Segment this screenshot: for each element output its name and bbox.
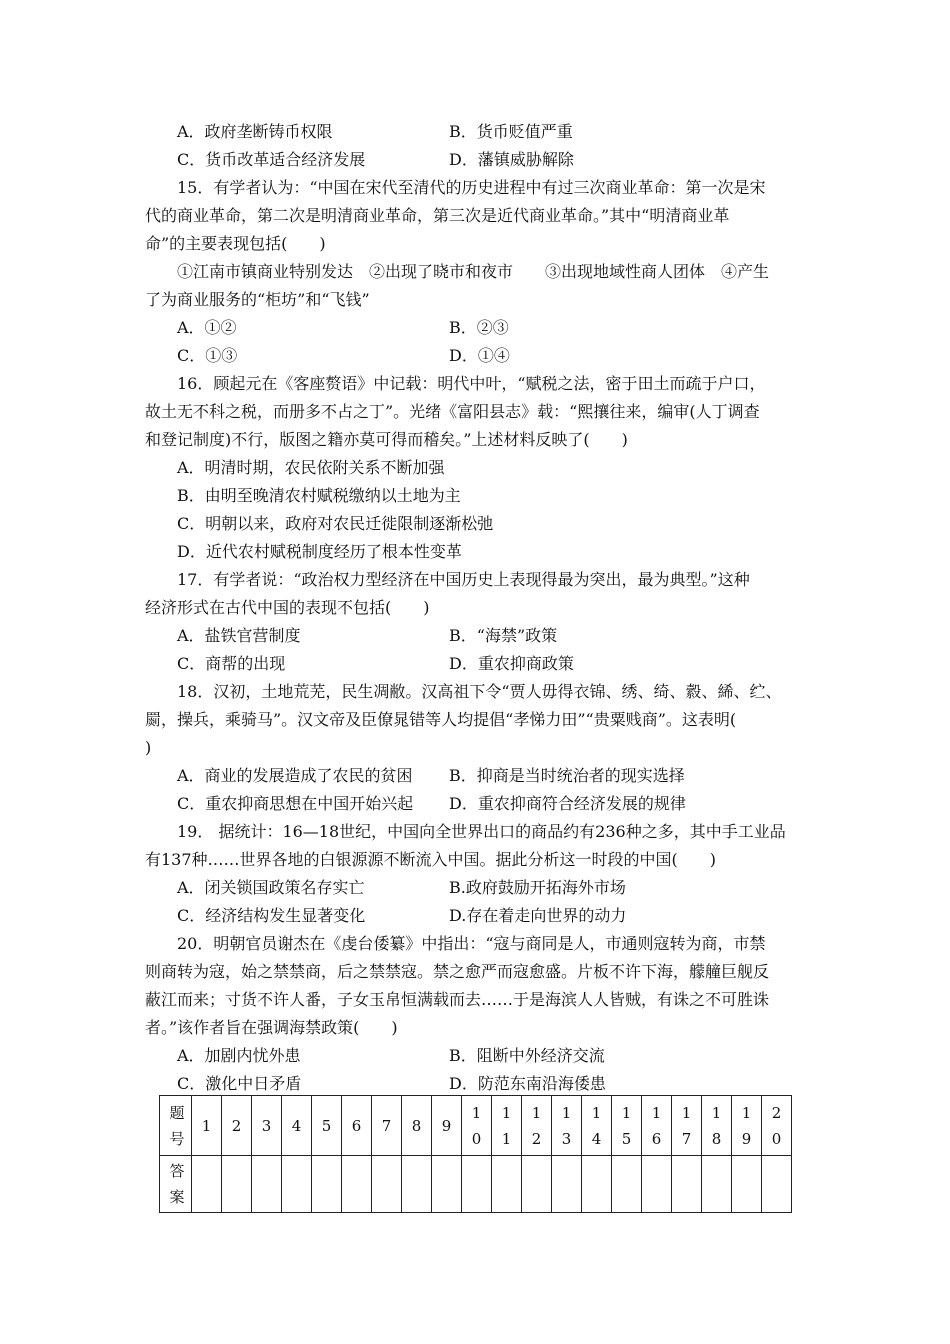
answer-cell[interactable] [282,1156,312,1213]
q19-option-c: C．经济结构发生显著变化 [177,906,366,925]
q15-option-d: D．①④ [449,346,510,365]
answer-cell[interactable] [372,1156,402,1213]
q17-option-b: B．“海禁”政策 [449,626,558,645]
answer-cell[interactable] [462,1156,492,1213]
question-number-cell: 16 [642,1096,672,1156]
question-number-cell: 3 [252,1096,282,1156]
q17-option-a: A．盐铁官营制度 [177,626,301,645]
q15-option-c: C．①③ [177,346,238,365]
q20-option-d: D．防范东南沿海倭患 [449,1074,606,1093]
answer-table-number-row [160,1096,792,1156]
answer-cell[interactable] [402,1156,432,1213]
q18-option-b: B．抑商是当时统治者的现实选择 [449,766,685,785]
question-number-cell: 14 [582,1096,612,1156]
answer-cell[interactable] [552,1156,582,1213]
q19-stem-line: 19． 据统计：16—18世纪，中国向全世界出口的商品约有236种之多，其中手工业品 [177,822,786,841]
question-number-cell: 5 [312,1096,342,1156]
answer-table [159,1095,792,1213]
q16-option-c: C．明朝以来，政府对农民迁徙限制逐渐松弛 [177,514,494,533]
q20-option-c: C．激化中日矛盾 [177,1074,302,1093]
answer-cell[interactable] [522,1156,552,1213]
q16-stem-line: 和登记制度)不行，版图之籍亦莫可得而稽矣。”上述材料反映了( ) [145,430,628,449]
answer-cell[interactable] [342,1156,372,1213]
question-number-cell: 17 [672,1096,702,1156]
question-number-cell: 15 [612,1096,642,1156]
q16-stem-line: 16．顾起元在《客座赘语》中记载：明代中叶，“赋税之法，密于田土而疏于户口， [177,374,766,393]
q15-stem-line: 命”的主要表现包括( ) [145,234,326,253]
answer-cell[interactable] [762,1156,792,1213]
answer-cell[interactable] [612,1156,642,1213]
q20-stem-line: 则商转为寇，始之禁禁商，后之禁禁寇。禁之愈严而寇愈盛。片板不许下海，艨艟巨舰反 [145,962,770,981]
answer-cell[interactable] [642,1156,672,1213]
q18-stem-line: ) [145,738,152,757]
q20-stem-line: 20．明朝官员谢杰在《虔台倭纂》中指出：“寇与商同是人，市通则寇转为商，市禁 [177,934,766,953]
question-number-cell: 10 [462,1096,492,1156]
answer-cell[interactable] [432,1156,462,1213]
q17-option-c: C．商帮的出现 [177,654,286,673]
answer-label-cell [160,1156,192,1213]
q15-stem-line: 15．有学者认为：“中国在宋代至清代的历史进程中有过三次商业革命：第一次是宋 [177,178,766,197]
answer-cell[interactable] [252,1156,282,1213]
q18-stem-line: 18．汉初，土地荒芜，民生凋敝。汉高祖下令“贾人毋得衣锦、绣、绮、縠、絺、纻、 [177,682,782,701]
q20-stem-line: 蔽江而来；寸货不许人番，子女玉帛恒满载而去……于是海滨人人皆贼，有诛之不可胜诛 [145,990,770,1009]
answer-cell[interactable] [732,1156,762,1213]
question-number-cell: 19 [732,1096,762,1156]
q18-option-c: C．重农抑商思想在中国开始兴起 [177,794,414,813]
q18-option-a: A．商业的发展造成了农民的贫困 [177,766,413,785]
answer-cell[interactable] [672,1156,702,1213]
question-number-label-cell [160,1096,192,1156]
q18-stem-line: 罽，操兵，乘骑马”。汉文帝及臣僚晁错等人均提倡“孝悌力田”“贵粟贱商”。这表明( [145,710,737,729]
q19-option-b: B.政府鼓励开拓海外市场 [449,878,626,897]
question-number-cell: 4 [282,1096,312,1156]
question-number-cell: 12 [522,1096,552,1156]
question-number-cell: 13 [552,1096,582,1156]
q18-option-d: D．重农抑商符合经济发展的规律 [449,794,686,813]
q14-option-b: B．货币贬值严重 [449,122,573,141]
q15-option-b: B．②③ [449,318,509,337]
q16-option-b: B．由明至晚清农村赋税缴纳以土地为主 [177,486,461,505]
answer-table-answer-row [160,1156,792,1213]
q17-stem-line: 经济形式在古代中国的表现不包括( ) [145,598,430,617]
answer-cell[interactable] [492,1156,522,1213]
answer-cell[interactable] [582,1156,612,1213]
q20-stem-line: 者。”该作者旨在强调海禁政策( ) [145,1018,398,1037]
q17-option-d: D．重农抑商政策 [449,654,574,673]
q19-option-d: D.存在着走向世界的动力 [449,906,627,925]
answer-label: 答案 [169,1162,185,1206]
answer-cell[interactable] [702,1156,732,1213]
question-number-cell: 11 [492,1096,522,1156]
q14-option-a: A．政府垄断铸币权限 [177,122,333,141]
q19-option-a: A．闭关锁国政策名存实亡 [177,878,365,897]
q14-option-d: D．藩镇威胁解除 [449,150,574,169]
question-number-label: 题号 [169,1103,185,1148]
question-number-cell: 8 [402,1096,432,1156]
q17-stem-line: 17．有学者说：“政治权力型经济在中国历史上表现得最为突出，最为典型。”这种 [177,570,750,589]
question-number-cell: 20 [762,1096,792,1156]
q20-option-b: B．阻断中外经济交流 [449,1046,605,1065]
question-number-cell: 18 [702,1096,732,1156]
answer-cell[interactable] [192,1156,222,1213]
q16-stem-line: 故土无不科之税，而册多不占之丁”。光绪《富阳县志》载：“熙攘往来，编审(人丁调查 [145,402,760,421]
question-number-cell: 2 [222,1096,252,1156]
q19-stem-line: 有137种……世界各地的白银源源不断流入中国。据此分析这一时段的中国( ) [145,850,717,869]
question-number-cell: 1 [192,1096,222,1156]
question-number-cell: 6 [342,1096,372,1156]
q14-option-c: C．货币改革适合经济发展 [177,150,366,169]
question-number-cell: 9 [432,1096,462,1156]
question-number-cell: 7 [372,1096,402,1156]
q15-items-line: 了为商业服务的“柜坊”和“飞钱” [145,290,370,309]
answer-cell[interactable] [222,1156,252,1213]
q20-option-a: A．加剧内忧外患 [177,1046,301,1065]
q15-items-line: ①江南市镇商业特别发达 ②出现了晓市和夜市 ③出现地域性商人团体 ④产生 [177,262,770,281]
answer-cell[interactable] [312,1156,342,1213]
q15-stem-line: 代的商业革命，第二次是明清商业革命，第三次是近代商业革命。”其中“明清商业革 [145,206,730,225]
q16-option-d: D．近代农村赋税制度经历了根本性变革 [177,542,462,561]
q15-option-a: A．①② [177,318,237,337]
q16-option-a: A．明清时期，农民依附关系不断加强 [177,458,445,477]
